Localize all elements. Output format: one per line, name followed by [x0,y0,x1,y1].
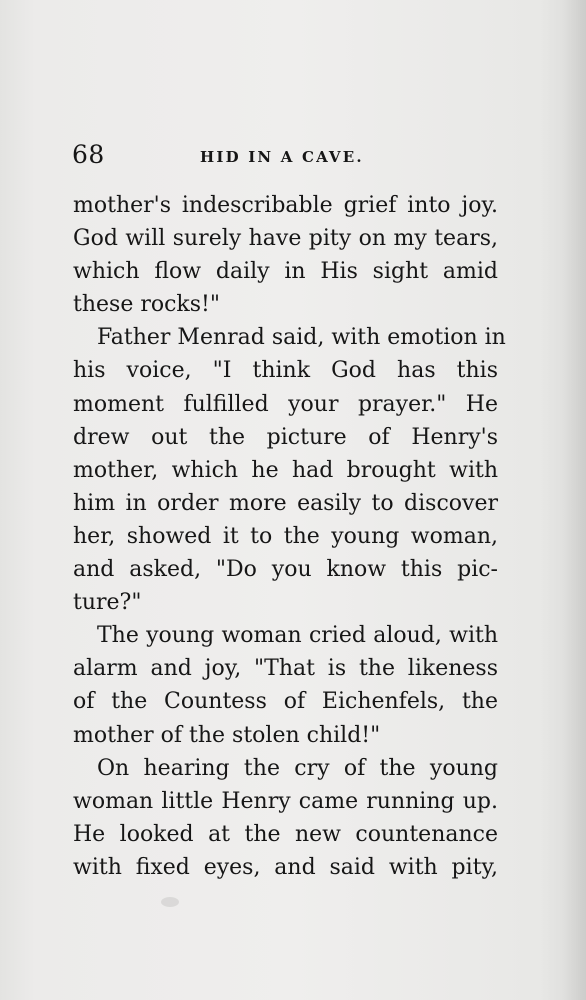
text-line: mother of the stolen child!" [73,722,381,748]
paper-smudge [160,895,180,909]
text-line: Father Menrad said, with emotion in [97,325,506,351]
text-line: He looked at the new countenance [73,821,498,847]
text-line: alarm and joy, "That is the likeness [73,656,498,682]
text-line: The young woman cried aloud, with [97,623,498,649]
text-line: ture?" [73,590,142,616]
text-line: her, showed it to the young woman, [73,523,498,549]
text-line: mother, which he had brought with [73,457,498,483]
page-header [72,138,500,174]
text-line: him in order more easily to discover [73,490,498,516]
text-line: which flow daily in His sight amid [73,259,498,285]
text-line: of the Countess of Eichenfels, the [73,689,498,715]
page-number: 68 [72,140,105,169]
body-text [73,189,506,884]
text-line: his voice, "I think God has this [73,358,498,384]
text-line: with fixed eyes, and said with pity, [73,854,498,880]
text-line: moment fulfilled your prayer." He [73,391,498,417]
text-line: mother's indescribable grief into joy. [73,193,498,218]
text-line: drew out the picture of Henry's [73,424,498,450]
text-line: woman little Henry came running up. [73,788,498,814]
text-line: God will surely have pity on my tears, [73,226,498,252]
page-edge-shadow [562,0,586,1000]
text-line: and asked, "Do you know this pic- [73,557,498,583]
running-title: HID IN A CAVE. [200,148,364,166]
text-line: these rocks!" [73,292,220,318]
text-line: On hearing the cry of the young [97,755,498,781]
